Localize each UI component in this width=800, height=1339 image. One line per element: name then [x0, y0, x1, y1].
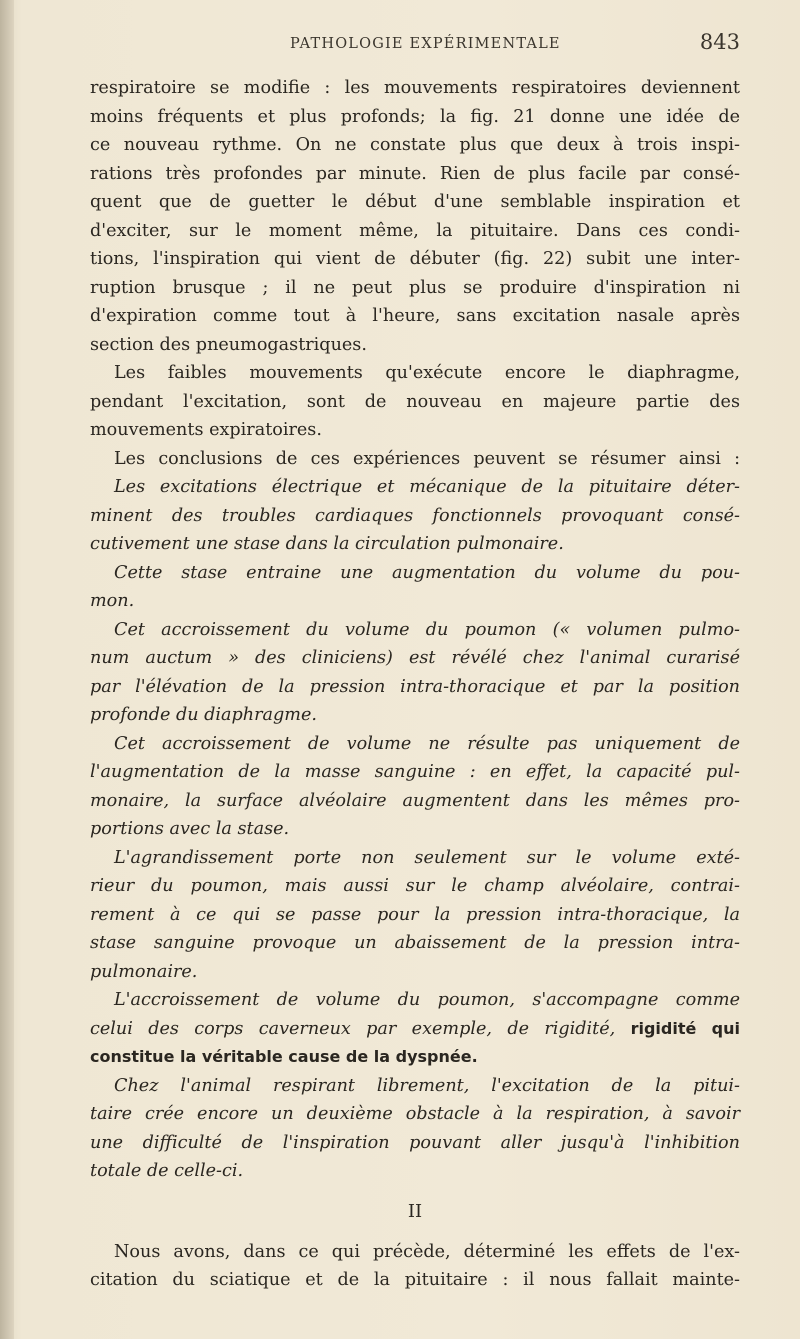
italic-fragment: celui des corps caverneux par exemple, de rigidité, [90, 1018, 616, 1039]
text-line: pendant l'excitation, sont de nouveau en majeure partie des [90, 391, 740, 412]
text-line: l'augmentation de la masse sanguine : en effet, la capacité pul- [90, 762, 740, 782]
text-line: rement à ce qui se passe pour la pression intra-thoracique, la [90, 904, 740, 925]
text-line: taire crée encore un deuxième obstacle à la respiration, à savoir [90, 1104, 740, 1124]
text-line: Cet accroissement du volume du poumon (« volumen pulmo- [114, 619, 740, 640]
text-line: section des pneumogastriques. [90, 334, 367, 355]
text-line: stase sanguine provoque un abaissement de la pression intra- [90, 933, 740, 953]
text-line: profonde du diaphragme. [90, 705, 317, 725]
text-line: ce nouveau rythme. On ne constate plus que deux à trois inspi- [90, 135, 740, 155]
text-line: une difficulté de l'inspiration pouvant aller jusqu'à l'inhibition [90, 1132, 740, 1153]
text-line: cutivement une stase dans la circulation pulmonaire. [90, 534, 564, 554]
text-line: pulmonaire. [90, 961, 198, 982]
text-line: Nous avons, dans ce qui précède, déterminé les effets de l'ex- [114, 1241, 740, 1262]
text-line: Chez l'animal respirant librement, l'excitation de la pitui- [114, 1075, 740, 1096]
text-line: respiratoire se modifie : les mouvements respiratoires deviennent [90, 78, 740, 98]
text-line: rieur du poumon, mais aussi sur le champ alvéolaire, contrai- [90, 876, 740, 896]
text-line: Les faibles mouvements qu'exécute encore le diaphragme, [114, 363, 740, 383]
text-line-mixed [90, 1015, 740, 1044]
text-line: L'agrandissement porte non seulement sur le volume exté- [114, 847, 740, 868]
text-line: constitue la véritable cause de la dyspnée. [90, 1047, 478, 1066]
bold-fragment: rigidité qui [630, 1018, 740, 1038]
body-text [90, 74, 740, 1295]
text-line: mon. [90, 591, 135, 611]
text-line: minent des troubles cardiaques fonctionnels provoquant consé- [90, 505, 740, 526]
text-line: ruption brusque ; il ne peut plus se produire d'inspiration ni [90, 277, 740, 298]
text-line: par l'élévation de la pression intra-thoracique et par la position [90, 676, 740, 697]
text-line: Cette stase entraine une augmentation du volume du pou- [114, 562, 740, 583]
page-number: 843 [699, 30, 740, 54]
text-line: citation du sciatique et de la pituitaire : il nous fallait mainte- [90, 1270, 740, 1290]
text-line: monaire, la surface alvéolaire augmentent dans les mêmes pro- [90, 790, 740, 811]
text-line: L'accroissement de volume du poumon, s'accompagne comme [114, 990, 740, 1010]
section-heading: II [407, 1200, 423, 1222]
text-line: portions avec la stase. [90, 819, 290, 839]
text-line: Les conclusions de ces expériences peuvent se résumer ainsi : [114, 448, 740, 469]
text-line: Cet accroissement de volume ne résulte pas uniquement de [114, 733, 740, 754]
text-line: mouvements expiratoires. [90, 420, 322, 440]
running-title: PATHOLOGIE EXPÉRIMENTALE [290, 36, 561, 52]
binding-edge [0, 0, 14, 1339]
text-line: num auctum » des cliniciens) est révélé chez l'animal curarisé [90, 648, 740, 668]
text-line: rations très profondes par minute. Rien de plus facile par consé- [90, 163, 740, 184]
text-line: moins fréquents et plus profonds; la fig. 21 donne une idée de [90, 106, 740, 127]
text-line: d'exciter, sur le moment même, la pituitaire. Dans ces condi- [90, 220, 740, 241]
text-line: tions, l'inspiration qui vient de débuter (fig. 22) subit une inter- [90, 249, 740, 269]
text-line: quent que de guetter le début d'une semblable inspiration et [90, 192, 740, 212]
text-line: Les excitations électrique et mécanique de la pituitaire déter- [114, 477, 740, 497]
text-line: d'expiration comme tout à l'heure, sans excitation nasale après [90, 306, 740, 326]
page-header [90, 30, 740, 60]
text-line: totale de celle-ci. [90, 1161, 244, 1181]
